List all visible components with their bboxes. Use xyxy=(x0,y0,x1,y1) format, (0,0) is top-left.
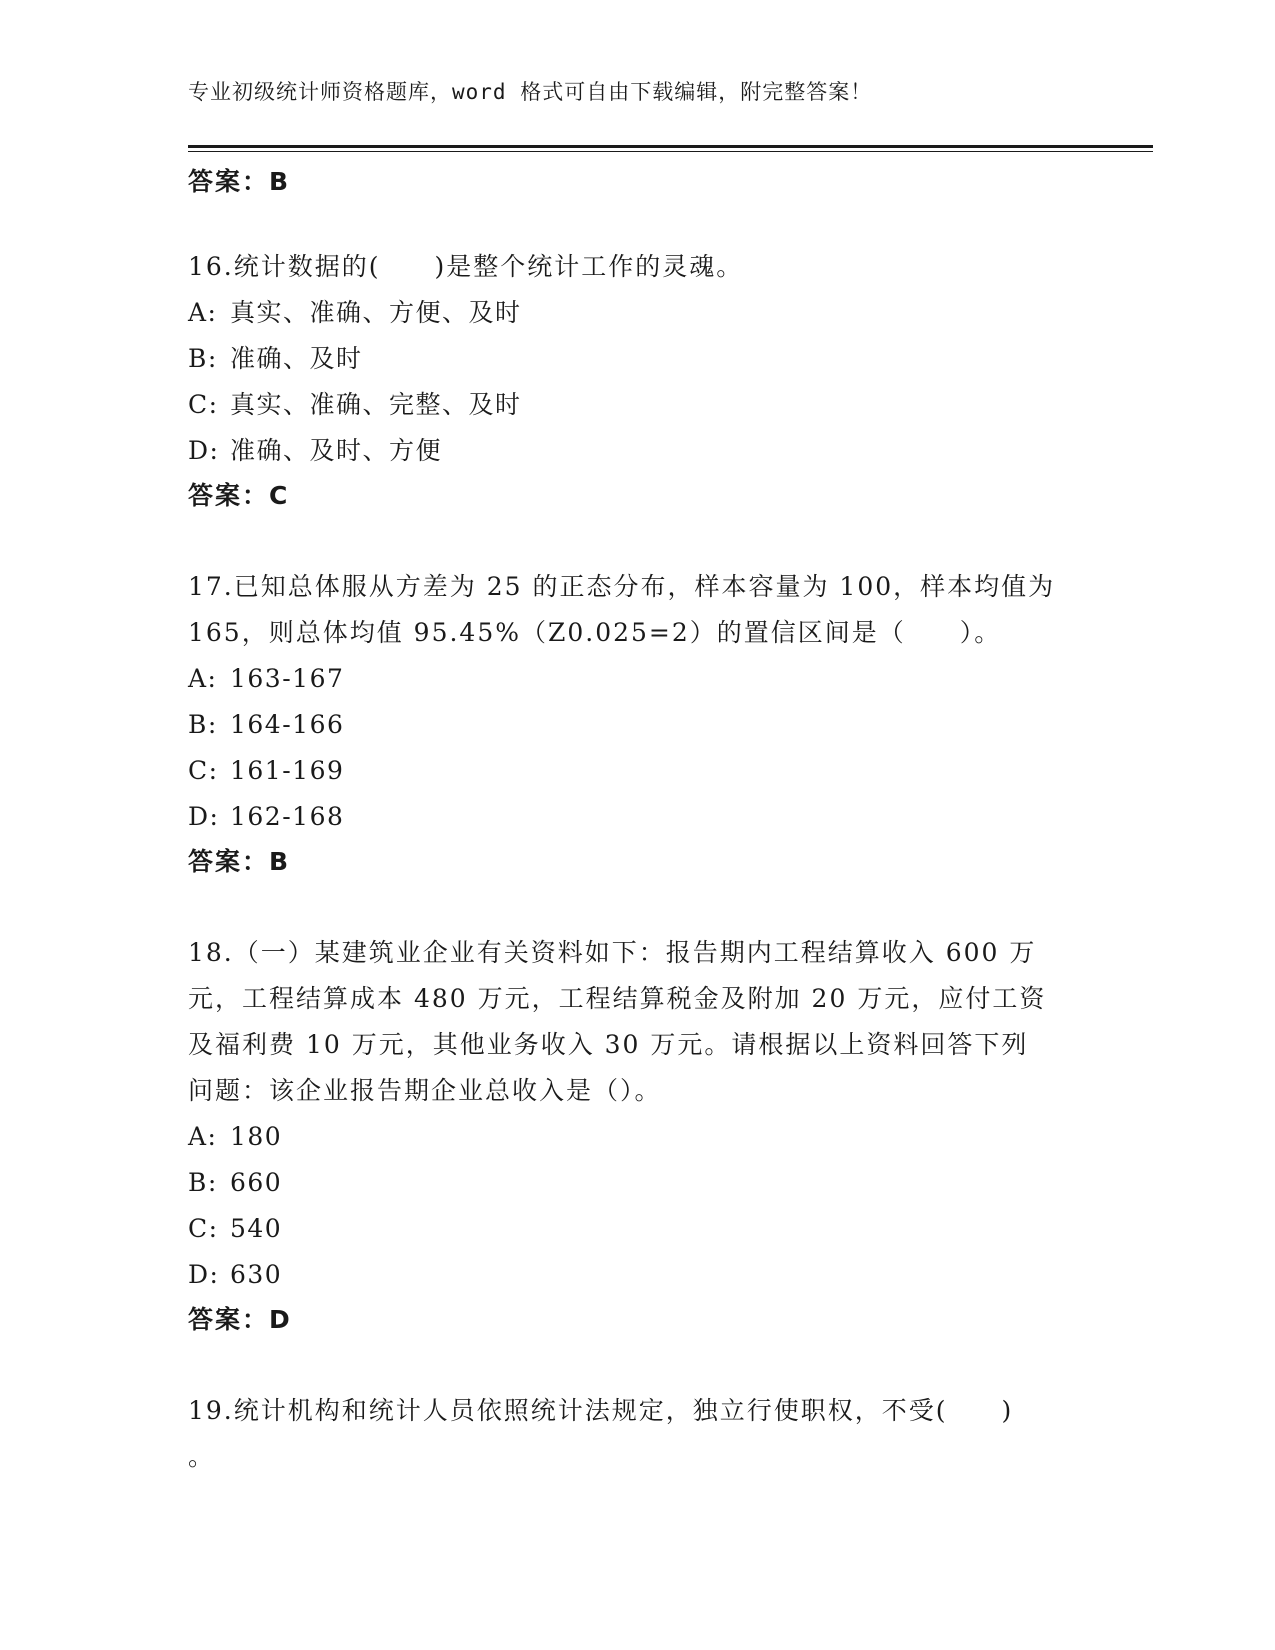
answer: 答案：B xyxy=(188,847,291,876)
option-label: B: xyxy=(188,344,218,373)
question-18 xyxy=(188,930,1088,1342)
option-a xyxy=(188,1114,1088,1160)
previous-answer: 答案：B xyxy=(188,167,291,196)
option-label: C: xyxy=(188,390,219,419)
option-text: 真实、准确、方便、及时 xyxy=(230,298,522,327)
option-label: A: xyxy=(188,298,218,327)
option-text: 164-166 xyxy=(230,710,345,739)
option-a xyxy=(188,290,1088,336)
option-label: C: xyxy=(188,756,219,785)
stem-line: 16.统计数据的( )是整个统计工作的灵魂。 xyxy=(188,252,744,281)
option-text: 准确、及时 xyxy=(230,344,363,373)
option-d xyxy=(188,1252,1088,1298)
stem-line: 17.已知总体服从方差为 25 的正态分布，样本容量为 100，样本均值为 xyxy=(188,572,1056,601)
option-text: 准确、及时、方便 xyxy=(230,436,443,465)
option-text: 162-168 xyxy=(230,802,345,831)
header-divider-thin xyxy=(188,151,1153,152)
option-text: 180 xyxy=(230,1122,283,1151)
question-stem xyxy=(188,244,1088,290)
option-b xyxy=(188,1160,1088,1206)
option-a xyxy=(188,656,1088,702)
option-b xyxy=(188,702,1088,748)
option-text: 真实、准确、完整、及时 xyxy=(230,390,522,419)
question-stem xyxy=(188,1388,1088,1480)
question-stem xyxy=(188,564,1088,656)
option-label: C: xyxy=(188,1214,219,1243)
answer: 答案：D xyxy=(188,1305,292,1334)
stem-line: 元，工程结算成本 480 万元，工程结算税金及附加 20 万元，应付工资 xyxy=(188,984,1047,1013)
option-text: 163-167 xyxy=(230,664,345,693)
page-header: 专业初级统计师资格题库，word 格式可自由下载编辑，附完整答案！ xyxy=(188,80,873,104)
option-label: B: xyxy=(188,1168,218,1197)
header-divider xyxy=(188,145,1153,148)
option-d xyxy=(188,794,1088,840)
option-d xyxy=(188,428,1088,474)
option-text: 660 xyxy=(230,1168,283,1197)
answer: 答案：C xyxy=(188,481,290,510)
stem-line: 问题：该企业报告期企业总收入是（）。 xyxy=(188,1076,662,1105)
option-label: D: xyxy=(188,802,220,831)
option-label: A: xyxy=(188,1122,218,1151)
option-c xyxy=(188,748,1088,794)
option-c xyxy=(188,382,1088,428)
option-label: B: xyxy=(188,710,218,739)
option-label: D: xyxy=(188,1260,220,1289)
option-text: 161-169 xyxy=(230,756,345,785)
option-text: 540 xyxy=(230,1214,283,1243)
option-text: 630 xyxy=(230,1260,283,1289)
option-label: D: xyxy=(188,436,220,465)
question-content xyxy=(188,160,1088,1480)
stem-line: 165，则总体均值 95.45%（Z0.025=2）的置信区间是（ ）。 xyxy=(188,618,1002,647)
question-stem xyxy=(188,930,1088,1114)
stem-line: 及福利费 10 万元，其他业务收入 30 万元。请根据以上资料回答下列 xyxy=(188,1030,1029,1059)
option-b xyxy=(188,336,1088,382)
option-c xyxy=(188,1206,1088,1252)
question-17 xyxy=(188,564,1088,884)
question-19 xyxy=(188,1388,1088,1480)
stem-line: 18.（一）某建筑业企业有关资料如下：报告期内工程结算收入 600 万 xyxy=(188,938,1037,967)
question-16 xyxy=(188,244,1088,518)
stem-line: 19.统计机构和统计人员依照统计法规定，独立行使职权，不受( ) xyxy=(188,1396,1014,1425)
option-label: A: xyxy=(188,664,218,693)
stem-line: 。 xyxy=(188,1442,216,1471)
